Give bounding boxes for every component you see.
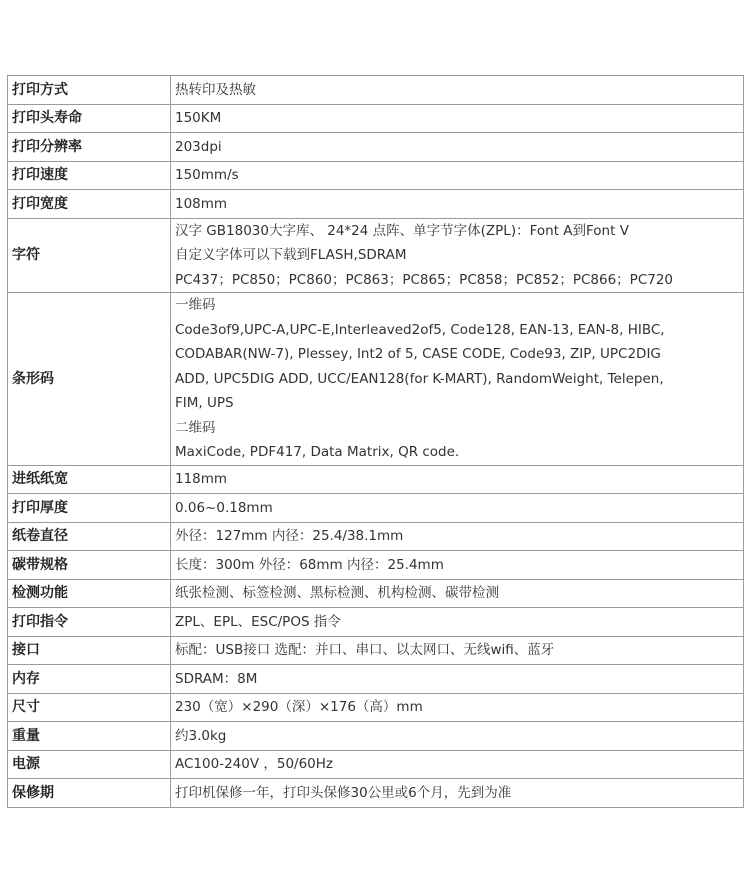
spec-row (8, 76, 744, 105)
spec-row (8, 693, 744, 722)
spec-row (8, 636, 744, 665)
spec-label: 进纸纸宽 (8, 465, 171, 494)
spec-label: 纸卷直径 (8, 522, 171, 551)
spec-value (171, 636, 744, 665)
spec-value-line: 外径：127mm 内径：25.4/38.1mm (175, 528, 404, 544)
spec-row (8, 293, 744, 466)
spec-label: 条形码 (8, 293, 171, 466)
spec-value-line: 标配：USB接口 选配：并口、串口、以太网口、无线wifi、蓝牙 (175, 642, 555, 658)
spec-value-line: MaxiCode, PDF417, Data Matrix, QR code. (175, 444, 460, 460)
spec-row (8, 608, 744, 637)
spec-table-body (8, 76, 744, 808)
spec-value-line: Code3of9,UPC-A,UPC-E,Interleaved2of5, Code128, EAN-13, EAN-8, HIBC, (175, 321, 665, 338)
spec-value-line: AC100-240V ，50/60Hz (175, 756, 333, 772)
spec-table (7, 75, 744, 808)
spec-value-line: 长度：300m 外径：68mm 内径：25.4mm (175, 556, 444, 573)
spec-value-line: 203dpi (175, 138, 222, 155)
spec-value (171, 579, 744, 608)
spec-value (171, 190, 744, 219)
spec-label: 检测功能 (8, 579, 171, 608)
spec-value (171, 722, 744, 751)
spec-value-line: 自定义字体可以下载到FLASH,SDRAM (175, 247, 407, 263)
spec-row (8, 551, 744, 580)
spec-label: 碳带规格 (8, 551, 171, 580)
spec-value (171, 665, 744, 694)
spec-value-line: PC437；PC850；PC860；PC863；PC865；PC858；PC852；PC866；PC720 (175, 271, 674, 288)
spec-label: 尺寸 (8, 693, 171, 722)
spec-label: 打印指令 (8, 608, 171, 637)
spec-row (8, 522, 744, 551)
spec-value-line: 150KM (175, 110, 222, 126)
spec-label: 重量 (8, 722, 171, 751)
spec-value-line: CODABAR(NW-7), Plessey, Int2 of 5, CASE CODE, Code93, ZIP, UPC2DIG (175, 346, 661, 362)
spec-label: 打印速度 (8, 161, 171, 190)
spec-value (171, 104, 744, 133)
spec-value (171, 522, 744, 551)
spec-value-line: FIM, UPS (175, 395, 234, 411)
spec-value (171, 293, 744, 466)
spec-label: 打印厚度 (8, 494, 171, 523)
spec-label: 保修期 (8, 779, 171, 808)
spec-value-line: ADD, UPC5DIG ADD, UCC/EAN128(for K-MART), RandomWeight, Telepen, (175, 370, 664, 387)
spec-value (171, 76, 744, 105)
spec-value (171, 494, 744, 523)
spec-value-line: 打印机保修一年，打印头保修30公里或6个月，先到为准 (175, 784, 512, 801)
spec-value-line: 0.06~0.18mm (175, 499, 273, 516)
spec-row (8, 722, 744, 751)
spec-value (171, 465, 744, 494)
spec-value-line: 二维码 (175, 419, 216, 436)
spec-label: 接口 (8, 636, 171, 665)
spec-value-line: 118mm (175, 471, 228, 487)
spec-row (8, 190, 744, 219)
spec-value-line: 纸张检测、标签检测、黑标检测、机构检测、碳带检测 (175, 585, 499, 601)
spec-row (8, 779, 744, 808)
spec-label: 打印分辨率 (8, 133, 171, 162)
spec-value (171, 693, 744, 722)
spec-row (8, 494, 744, 523)
spec-row (8, 104, 744, 133)
spec-value-line: 230（宽）×290（深）×176（高）mm (175, 699, 423, 715)
spec-value (171, 750, 744, 779)
spec-row (8, 579, 744, 608)
spec-row (8, 133, 744, 162)
spec-value (171, 133, 744, 162)
spec-value-line: SDRAM：8M (175, 670, 258, 687)
spec-value (171, 779, 744, 808)
spec-value-line: 热转印及热敏 (175, 81, 256, 98)
spec-label: 打印宽度 (8, 190, 171, 219)
spec-value-line: 150mm/s (175, 167, 239, 183)
spec-label: 打印方式 (8, 76, 171, 105)
spec-value (171, 551, 744, 580)
spec-value-line: 约3.0kg (175, 727, 227, 744)
spec-label: 电源 (8, 750, 171, 779)
spec-label: 字符 (8, 218, 171, 293)
spec-row (8, 161, 744, 190)
spec-label: 内存 (8, 665, 171, 694)
spec-row (8, 665, 744, 694)
spec-value (171, 218, 744, 293)
spec-label: 打印头寿命 (8, 104, 171, 133)
spec-value-line: ZPL、EPL、ESC/POS 指令 (175, 613, 341, 630)
spec-value-line: 汉字 GB18030大字库、 24*24 点阵、单字节字体(ZPL)：Font A到Font V (175, 222, 629, 239)
spec-value (171, 161, 744, 190)
spec-value-line: 108mm (175, 195, 228, 212)
spec-row (8, 465, 744, 494)
spec-value (171, 608, 744, 637)
spec-row (8, 218, 744, 293)
spec-row (8, 750, 744, 779)
spec-value-line: 一维码 (175, 297, 216, 313)
